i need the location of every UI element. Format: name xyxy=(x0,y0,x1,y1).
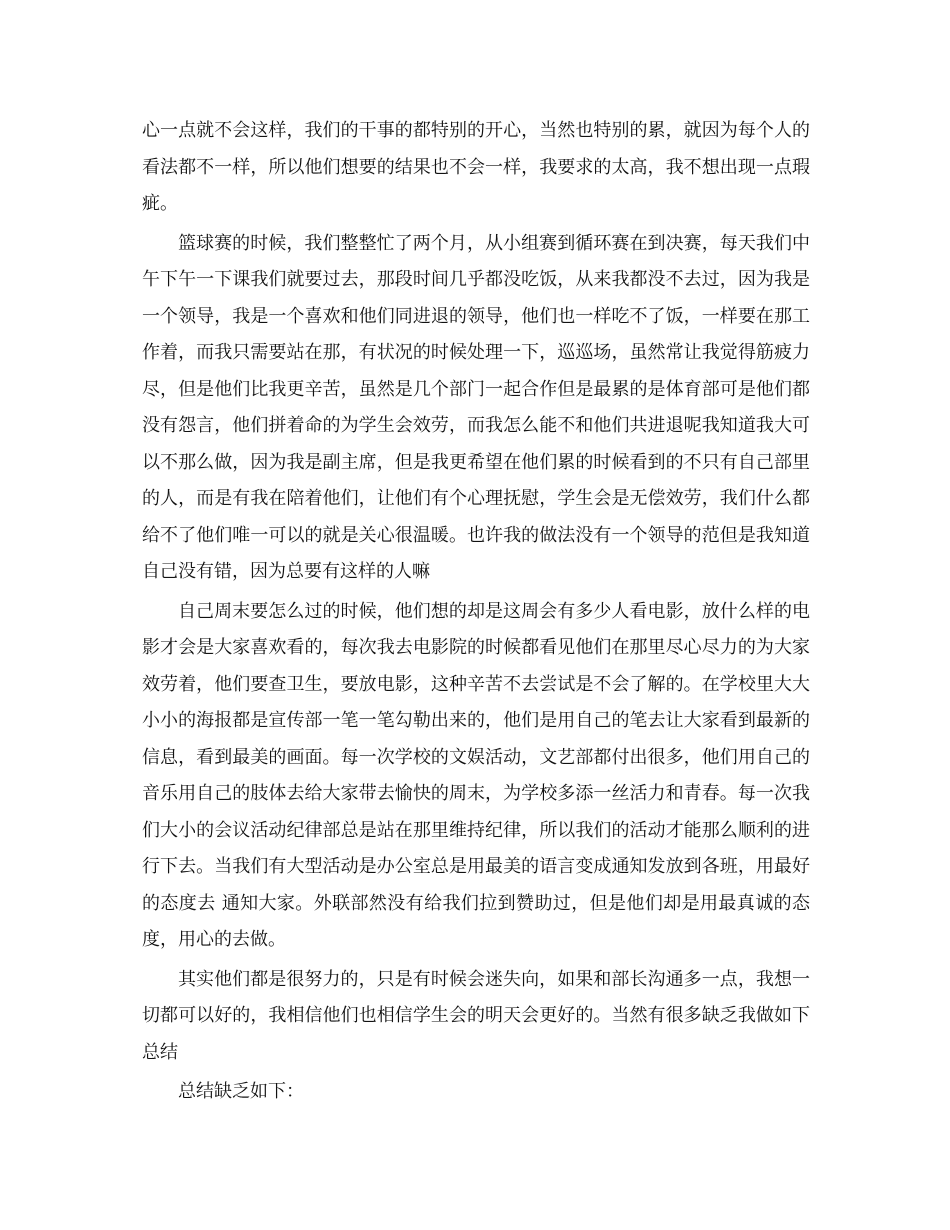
paragraph-continuation: 心一点就不会这样，我们的干事的都特别的开心，当然也特别的累，就因为每个人的看法都不一样，所以他们想要的结果也不会一样，我要求的太高，我不想出现一点瑕疵。 xyxy=(142,120,810,214)
paragraph-effort: 其实他们都是很努力的，只是有时候会迷失向，如果和部长沟通多一点，我想一切都可以好的，我相信他们也相信学生会的明天会更好的。当然有很多缺乏我做如下总结 xyxy=(142,968,810,1063)
paragraph-summary-heading: 总结缺乏如下： xyxy=(178,1081,304,1102)
paragraph-departments: 自己周末要怎么过的时候，他们想的却是这周会有多少人看电影，放什么样的电影才会是大家喜欢看的，每次我去电影院的时候都看见他们在那里尽心尽力的为大家效劳着，他们要查卫生，要放电影，这种辛苦不去尝试是不会了解的。在学校里大大小小的海报都是宣传部一笔一笔勾勒出来的，他们是用自己的笔去让大家看到最新的信息，看到最美的画面。每一次学校的文娱活动，文艺部都付出很多，他们用自己的音乐用自己的肢体去给大家带去愉快的周末，为学校多添一丝活力和青春。每一次我们大小的会议活动纪律部总是站在那里维持纪律，所以我们的活动才能那么顺利的进行下去。当我们有大型活动是办公室总是用最美的语言变成通知发放到各班，用最好的态度去 通知大家。外联部然没有给我们拉到赞助过，但是他们却是用最真诚的态度，用心的去做。 xyxy=(142,600,810,950)
paragraph-basketball: 篮球赛的时候，我们整整忙了两个月，从小组赛到循环赛在到决赛，每天我们中午下午一下课我们就要过去，那段时间几乎都没吃饭，从来我都没不去过，因为我是一个领导，我是一个喜欢和他们同进退的领导，他们也一样吃不了饭，一样要在那工作着，而我只需要站在那，有状况的时候处理一下，巡巡场，虽然常让我觉得筋疲力尽，但是他们比我更辛苦，虽然是几个部门一起合作但是最累的是体育部可是他们都没有怨言，他们拼着命的为学生会效劳，而我怎么能不和他们共进退呢我知道我大可以不那么做，因为我是副主席，但是我更希望在他们累的时候看到的不只有自己部里的人，而是有我在陪着他们，让他们有个心理抚慰，学生会是无偿效劳，我们什么都给不了他们唯一可以的就是关心很温暖。也许我的做法没有一个领导的范但是我知道自己没有错，因为总要有这样的人嘛 xyxy=(142,232,810,582)
document-body xyxy=(142,113,810,1111)
